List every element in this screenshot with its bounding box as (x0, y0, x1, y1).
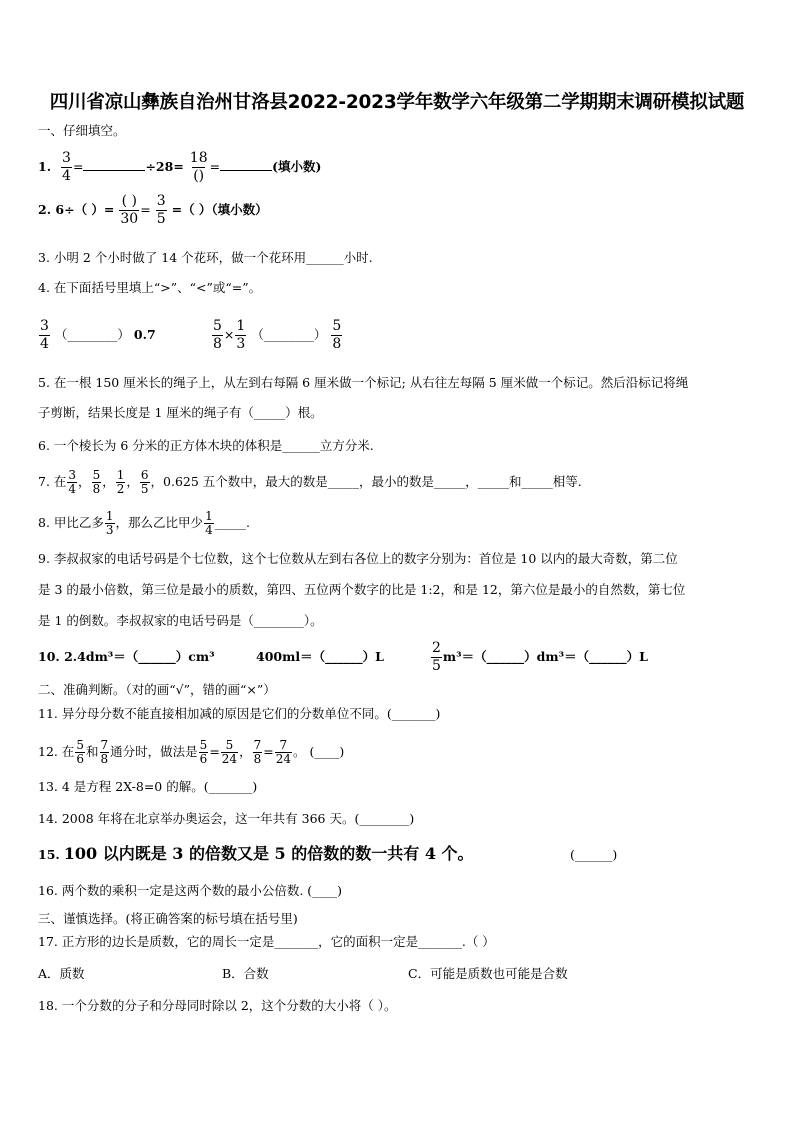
question-10-part-a: 10. 2.4dm³＝（______）cm³ (38, 649, 215, 664)
question-10-part-b: 400ml＝（______）L (256, 649, 384, 664)
question-11: 11. 异分母分数不能直接相加减的原因是它们的分数单位不同。(_______) (38, 706, 441, 721)
question-8: 8. 甲比乙多 $\frac{1}{3}$ ，那么乙比甲少 $\frac{1}{4}$ _____. (38, 509, 250, 537)
fraction-3-4: $\frac{3}{4}$ (62, 150, 71, 184)
answer-paren[interactable]: （________） (54, 327, 130, 342)
fraction-3-4: $\frac{3}{4}$ (40, 318, 49, 352)
question-1: 1. $\frac{3}{4}$ = ÷28= $\frac{18}{()}$ = (填小数) (38, 150, 322, 184)
answer-blank[interactable] (83, 157, 145, 171)
fraction-1-3: $\frac{1}{3}$ (105, 509, 114, 537)
fraction-5-8: $\frac{5}{8}$ (332, 318, 342, 352)
question-18: 18. 一个分数的分子和分母同时除以 2，这个分数的大小将（ ）。 (38, 998, 397, 1013)
question-15: 15. 100 以内既是 3 的倍数又是 5 的倍数的数一共有 4 个。 (38, 844, 474, 863)
fraction-3-4: $\frac{3}{4}$ (68, 468, 77, 496)
fraction-1-2: $\frac{1}{2}$ (116, 468, 125, 496)
question-7: 7. 在 $\frac{3}{4}$ ， $\frac{5}{8}$ ， $\frac{1}{2}$ ， $\frac{6}{5}$ ，0.625 五个数中，最大的数是_____，最小的数是_____，_____和_____相等. (38, 468, 582, 496)
fraction-5-24: $\frac{5}{24}$ (221, 738, 238, 766)
section-choice-heading: 三、谨慎选择。(将正确答案的标号填在括号里) (38, 911, 298, 926)
fraction-7-8: $\frac{7}{8}$ (100, 738, 109, 766)
answer-blank[interactable] (220, 157, 272, 171)
fraction-1-4: $\frac{1}{4}$ (205, 509, 213, 537)
fraction-2-5: $\frac{2}{5}$ (432, 640, 441, 674)
fraction-5-8: $\frac{5}{8}$ (213, 318, 222, 352)
question-4-compare-a: $\frac{3}{4}$ （________） 0.7 (40, 318, 156, 352)
question-13: 13. 4 是方程 2X-8=0 的解。(_______) (38, 779, 258, 794)
question-14: 14. 2008 年将在北京举办奥运会，这一年共有 366 天。(________) (38, 811, 415, 826)
section-fill-in-heading: 一、仔细填空。 (38, 123, 126, 138)
fraction-5-6: $\frac{5}{6}$ (76, 738, 84, 766)
option-a[interactable]: A．质数 (38, 966, 85, 981)
question-6: 6. 一个棱长为 6 分米的正方体木块的体积是______立方分米. (38, 438, 374, 453)
question-number: 15. (38, 847, 60, 862)
fraction-7-8: $\frac{7}{8}$ (253, 738, 262, 766)
page-title: 四川省凉山彝族自治州甘洛县2022-2023学年数学六年级第二学期期末调研模拟试题 (49, 92, 745, 113)
question-3: 3. 小明 2 个小时做了 14 个花环，做一个花环用______小时. (38, 250, 373, 265)
question-2: 2. 6÷（ ）= $\frac{( )}{30}$ = $\frac{3}{5}$ =（ ）（填小数） (38, 193, 268, 227)
fraction-5-8: $\frac{5}{8}$ (92, 468, 101, 496)
fraction-5-6: $\frac{5}{6}$ (199, 738, 208, 766)
section-judge-heading: 二、准确判断。（对的画“√”，错的画“×”） (38, 682, 276, 697)
question-16: 16. 两个数的乘积一定是这两个数的最小公倍数. (____) (38, 883, 343, 898)
option-b[interactable]: B．合数 (222, 966, 269, 981)
fraction-6-5: $\frac{6}{5}$ (140, 468, 149, 496)
option-c[interactable]: C．可能是质数也可能是合数 (408, 966, 568, 981)
question-12: 12. 在 $\frac{5}{6}$ 和 $\frac{7}{8}$ 通分时，做法是 $\frac{5}{6}$ = $\frac{5}{24}$ ， $\frac{7}{8}$ = $\frac{7}{24}$ 。 (____) (38, 738, 345, 766)
fraction-18-blank: $\frac{18}{()}$ (189, 150, 208, 184)
question-9-line-1: 9. 李叔叔家的电话号码是个七位数，这个七位数从左到右各位上的数字分别为：首位是 10 以内的最大奇数，第二位 (38, 551, 678, 566)
question-10-part-c: $\frac{2}{5}$ m³＝（______）dm³＝（______）L (432, 640, 648, 674)
question-15-answer[interactable]: (______) (570, 847, 618, 862)
question-5-line-1: 5. 在一根 150 厘米长的绳子上，从左到右每隔 6 厘米做一个标记; 从右往左每隔 5 厘米做一个标记。然后沿标记将绳 (38, 375, 689, 390)
answer-paren[interactable]: （________） (251, 327, 327, 342)
fraction-blank-30: $\frac{( )}{30}$ (120, 193, 139, 227)
fraction-7-24: $\frac{7}{24}$ (275, 738, 291, 766)
fraction-1-3: $\frac{1}{3}$ (236, 318, 246, 352)
question-5-line-2: 子剪断，结果长度是 1 厘米的绳子有（_____）根。 (38, 405, 323, 420)
question-17: 17. 正方形的边长是质数，它的周长一定是_______，它的面积一定是_______.（ ） (38, 934, 495, 949)
fraction-3-5: $\frac{3}{5}$ (156, 193, 166, 227)
question-9-line-3: 是 1 的倒数。李叔叔家的电话号码是（________）。 (38, 613, 323, 628)
question-4-compare-b: $\frac{5}{8}$ × $\frac{1}{3}$ （________） $\frac{5}{8}$ (213, 318, 342, 352)
question-number: 1. (38, 159, 52, 174)
question-4: 4. 在下面括号里填上“>”、“<”或“=”。 (38, 280, 262, 295)
question-9-line-2: 是 3 的最小倍数，第三位是最小的质数，第四、五位两个数字的比是 1:2，和是 12，第六位是最小的自然数，第七位 (38, 582, 686, 597)
